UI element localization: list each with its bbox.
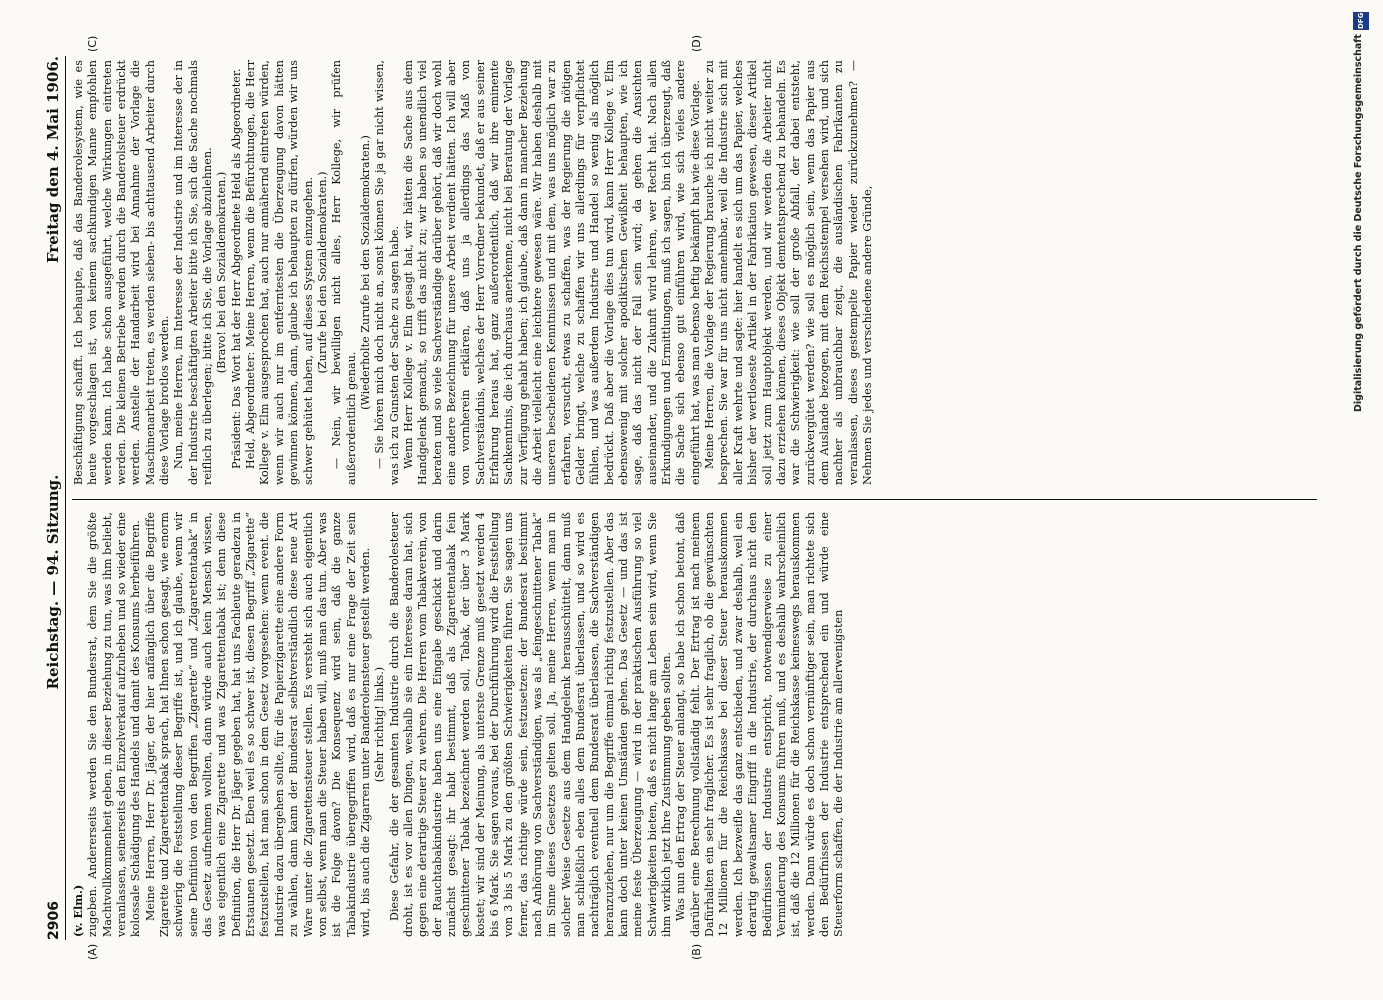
right-paragraph: Beschäftigung schafft. Ich behaupte, daß das Banderolesystem, wie es heute vorgeschlagen ist, von keinem sachkundigen Manne empfohlen werden kann. Ich habe schon ausgeführt, welche Wirkungen eintreten werden. Die kleinen Betriebe werden durch die Banderolsteuer erdrückt werden. Anstelle der Handarbeit wird bei Annahme der Vorlage die Maschinenarbeit treten, es werden sieben- bis achttausend Arbeiter durch diese Vorlage brotlos werden.: [72, 60, 172, 485]
page-number: 2906: [46, 901, 62, 940]
footer-credit: [1353, 12, 1369, 992]
interjection: (Bravo! bei den Sozialdemokraten.): [215, 171, 229, 374]
left-column: [72, 512, 1322, 937]
page-header: [32, 56, 66, 940]
column-divider: [72, 499, 1317, 500]
margin-mark-d: (D): [690, 34, 703, 52]
header-session: Reichstag. — 94. Sitzung.: [44, 474, 62, 690]
left-paragraph: zugeben. Andererseits werden Sie den Bundesrat, dem Sie die größte Machtvollkommenheit geben, in dieser Beziehung zu tun, was ihm beliebt, veranlassen, seinerseits den Einzelverkauf aufzuheben und so wieder eine kolossale Schädigung des Handels und damit des Konsums herbeiführen.: [86, 512, 143, 937]
margin-mark-c: (C): [86, 35, 99, 52]
margin-mark-a: (A): [86, 943, 99, 960]
right-paragraph: Nun, meine Herren, im Interesse der Industrie und im Interesse der in der Industrie beschäftigten Arbeiter bitte ich Sie, sich die Sache nochmals reiflich zu überlegen; bitte ich Sie, die Vorlage abzulehnen.: [172, 60, 215, 485]
header-date: Freitag den 4. Mai 1906.: [44, 56, 62, 264]
speaker-continuation: (v. Elm.): [72, 884, 85, 937]
right-column: [72, 60, 1322, 485]
interjection: (Wiederholte Zurufe bei den Sozialdemokraten.): [358, 135, 372, 410]
right-paragraph: — Nein, wir bewilligen nicht alles, Herr Kollege, wir prüfen außerordentlich genau.: [330, 60, 358, 485]
right-paragraph: Wenn Herr Kollege v. Elm gesagt hat, wir hätten die Sache aus dem Handgelenk gemacht, so trifft das nicht zu; wir haben so unendlich viel beraten und so viele Sachverständige darüber gehört, daß wir doch wohl eine andere Bezeichnung für unsere Arbeit verdient hätten. Ich will aber von vornherein erklären, daß uns ja allerdings das Maß von Sachverständnis, welches der Herr Vorredner bekundet, daß er aus seiner Erfahrung heraus hat, ganz außerordentlich, daß wir ihre eminente Sachkenntnis, die ich durchaus anerkenne, nicht bei Beratung der Vorlage zur Verfügung gehabt haben; ich glaube, daß dann in mancher Beziehung die Arbeit vielleicht eine leichtere gewesen wäre. Wir haben deshalb mit unseren bescheidenen Kenntnissen und mit dem, was uns möglich war zu erfahren, versucht, etwas zu schaffen, was der Regierung die nötigen Gelder bringt, welche zu schaffen wir uns allerdings für verpflichtet fühlen, und was außerdem Industrie und Handel so wenig als möglich bedrückt. Daß aber die Vorlage dies tun wird, kann Herr Kollege v. Elm ebensowenig mit solcher apodiktischen Gewißheit behaupten, wie ich sage, daß das nicht der Fall sein wird; da gehen die Ansichten auseinander, und die Zukunft wird lehren, wer Recht hat. Nach allen Erkundigungen und Ermittlungen, muß ich sagen, bin ich überzeugt, daß die Sache sich ebenso gut einführen wird, wie sich vieles andere eingeführt hat, was man ebenso heftig bekämpft hat wie diese Vorlage.: [401, 60, 702, 485]
margin-mark-b: (B): [690, 943, 703, 960]
speaker-held: Held, Abgeordneter: Meine Herren, wenn die Befürchtungen, die Herr Kollege v. Elm ausgesprochen hat, auch nur annähernd eintreten würden, wenn wir auch nur im entferntesten die Überzeugung davon hätten gewinnen können, dann, glaube ich behaupten zu dürfen, würden wir uns schwer gehütet haben, auf dieses System einzugehen.: [244, 60, 315, 485]
left-paragraph: Meine Herren, Herr Dr. Jäger, der hier anfänglich über die Begriffe Zigarette und Zigarettentabak sprach, hat Ihnen schon gesagt, wie enorm schwierig die Feststellung dieser Begriffe ist, und ich glaube, wenn wir seine Definition von den Begriffen „Zigarette“ und „Zigarettentabak“ in das Gesetz aufnehmen wollten, dann würde auch kein Mensch wissen, was eigentlich eine Zigarette und was Zigarettentabak ist; denn diese Definition, die Herr Dr. Jäger gegeben hat, hat uns Fachleute geradezu in Erstaunen gesetzt. Eben weil es so schwer ist, diesen Begriff „Zigarette“ festzustellen, hat man schon in dem Gesetz vorgesehen: wenn event. die Industrie dazu übergehen sollte, für die Papierzigarette eine andere Form zu wählen, dann kann der Bundesrat selbstverständlich diese neue Art Ware unter die Zigarettensteuer stellen. Es versteht sich auch eigentlich von selbst, wenn man die Steuer haben will, muß man das tun. Aber was ist die Folge davon? Die Konsequenz wird sein, daß die ganze Tabakindustrie übergegriffen wird, daß es nur eine Frage der Zeit sein wird, bis auch die Zigarren unter Banderolensteuer gestellt werden.: [143, 512, 372, 937]
interjection: (Zurufe bei den Sozialdemokraten.): [315, 171, 329, 374]
right-paragraph: — Sie hören mich doch nicht an, sonst können Sie ja gar nicht wissen, was ich zu Gunsten der Sache zu sagen habe.: [373, 60, 401, 485]
interjection: (Sehr richtig! links.): [373, 666, 387, 783]
footer-credit-text: Digitalisierung gefördert durch die Deutsche Forschungsgemeinschaft: [1353, 34, 1364, 412]
left-paragraph: Diese Gefahr, die der gesamten Industrie durch die Banderolesteuer droht, ist es vor allen Dingen, weshalb sie ein Interesse daran hat, sich gegen eine derartige Steuer zu wehren. Die Herren vom Tabakverein, von der Rauchtabakindustrie haben uns eine Eingabe geschickt und darin zunächst gesagt: ihr habt bestimmt, daß als Zigarettentabak fein geschnittener Tabak bezeichnet werden soll, Tabak, der über 3 Mark kostet; wir sind der Meinung, als unterste Grenze muß gesetzt werden 4 bis 6 Mark. Sie sagen voraus, bei der Durchführung wird die Feststellung von 3 bis 5 Mark zu den größten Schwierigkeiten führen. Sie sagen uns ferner, das richtige würde sein, festzusetzen: der Bundesrat bestimmt nach Anhörung von Sachverständigen, was als „feingeschnittener Tabak“ im Sinne dieses Gesetzes gelten soll. Ja, meine Herren, wenn man in solcher Weise Gesetze aus dem Handgelenk herausschüttelt, dann muß man schließlich eben alles dem Bundesrat überlassen, und so wird es nachträglich eventuell dem Bundesrat überlassen, die Sachverständigen heranzuziehen, nur um die Begriffe einmal richtig festzustellen. Aber das kann doch unter keinen Umständen gehen. Das Gesetz — und das ist meine feste Überzeugung — wird in der praktischen Ausführung so viel Schwierigkeiten bieten, daß es nicht lange am Leben sein wird, wenn Sie ihm wirklich jetzt Ihre Zustimmung geben sollten.: [387, 512, 674, 937]
right-paragraph: Meine Herren, die Vorlage der Regierung brauche ich nicht weiter zu besprechen. Sie war für uns nicht annehmbar, weil die Industrie sich mit aller Kraft wehrte und sagte: hier handelt es sich um das Papier, welches bisher der wertloseste Artikel in der Fabrikation gewesen, dieser Artikel soll jetzt zum Hauptobjekt werden, und wir werden die Arbeiter nicht dazu erziehen können, dieses Objekt demtentsprechend zu behandeln. Es war die Schwierigkeit: wie soll der große Abfall, der dabei entsteht, zurückvergütet werden? wie soll es möglich sein, wenn das Papier aus dem Auslande bezogen, mit dem Reichsstempel versehen wird, und sich nachher als unbrauchbar zeigt, die ausländischen Fabrikanten zu veranlassen, dieses gestempelte Papier wieder zurückzunehmen? — Nehmen Sie jedes und verschiedene andere Gründe,: [703, 60, 874, 485]
left-paragraph: Was nun den Ertrag der Steuer anlangt, so habe ich schon betont, daß darüber eine Berechnung vollständig fehlt. Der Ertrag ist nach meinem Dafürhalten ein sehr fraglicher. Es ist sehr fraglich, ob die gewünschten 12 Millionen für die Reichskasse bei dieser Steuer herauskommen werden. Ich bezweifle das ganz entschieden, und zwar deshalb, weil ein derartig gewaltsamer Eingriff in die Industrie, der durchaus nicht den Bedürfnissen der Industrie entspricht, notwendigerweise zu einer Verminderung des Konsums führen muß, und es deshalb wahrscheinlich ist, daß die 12 Millionen für die Reichskasse keineswegs herauskommen werden. Dann würde es doch schon vernünftiger sein, man richtete sich den Bedürfnissen der Industrie entsprechend ein und würde eine Steuerform schaffen, die der Industrie am allerwenigsten: [674, 512, 846, 937]
dfg-logo: DFG: [1353, 12, 1369, 30]
president-line: Präsident: Das Wort hat der Herr Abgeordnete Held als Abgeordneter.: [229, 68, 243, 469]
